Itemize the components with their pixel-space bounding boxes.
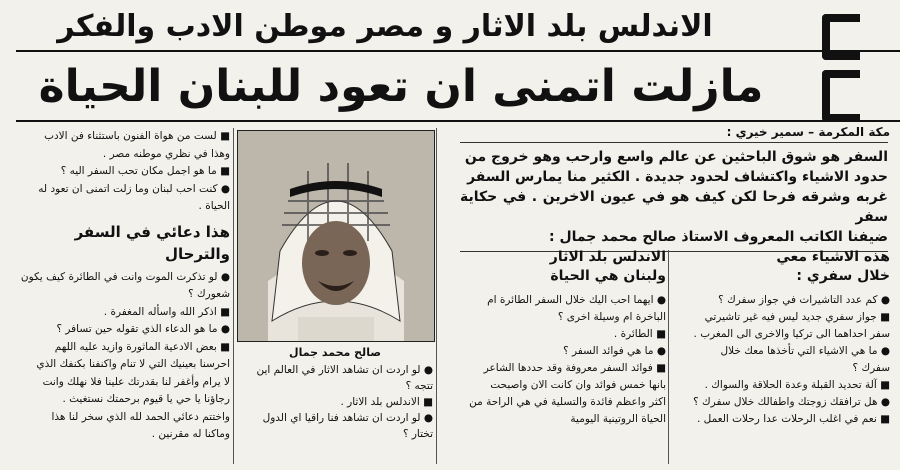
intro-line: غربه وشرقه فرحا لكن كيف هو في عيون الاخرين . في حكاية سفر <box>460 189 888 225</box>
text-line: ● لو اردت ان تشاهد فنا راقيا اي الدول <box>262 412 433 424</box>
divider <box>16 50 900 52</box>
portrait-photo <box>237 130 435 342</box>
text-line: ● ما هي فوائد السفر ؟ <box>563 345 666 357</box>
text-line: ■ آلة تحديد القبلة وعدة الحلاقة والسواك . <box>704 379 890 391</box>
text-line: ● ما هو الدعاء الذي تقوله حين تسافر ؟ <box>56 323 230 335</box>
section-heading <box>440 248 666 286</box>
intro-line: حدود الاشياء واكتشاف لحدود جديدة . الكثير منا يمارس السفر <box>467 169 888 185</box>
headline-line-1: الاندلس بلد الاثار و مصر موطن الادب والفكر <box>57 9 713 44</box>
text-line: ■ ما هو اجمل مكان تحب السفر اليه ؟ <box>60 165 230 177</box>
text-line: سفرك ؟ <box>852 362 890 374</box>
text-line: ■ نعم في اغلب الرحلات عدا رحلات العمل . <box>696 413 890 425</box>
section-heading-line: ولبنان هي الحياة <box>550 268 666 284</box>
text-line: وماكنا له مقرنين . <box>151 428 230 440</box>
text-line: لا يرام وأغفر لنا بقدرتك علينا فلا نهلك وانت <box>42 375 230 388</box>
under-photo-column <box>237 362 433 466</box>
section-heading-line: هذه الاشياء معي <box>776 249 890 265</box>
text-line: بانها خمس فوائد وان كانت الان واصبحت <box>490 379 666 391</box>
text-line: رجاؤنا يا حي يا قيوم برحمتك نستغيث . <box>62 393 230 405</box>
text-line: تتجه ؟ <box>405 380 433 392</box>
column-divider <box>436 128 437 464</box>
bracket-ornament <box>822 70 860 122</box>
column-divider <box>233 128 234 464</box>
text-line: اكثر واعظم فائدة والتسلية في هي الراحة من <box>469 396 666 408</box>
text-line: ■ فوائد السفر معروفة وقد حددها الشاعر <box>483 362 666 374</box>
bracket-ornament <box>822 14 860 60</box>
section-heading <box>678 248 890 286</box>
text-line: احرسنا بعينيك التي لا تنام واكنفنا بكنفك الذي <box>36 358 230 370</box>
photo-caption: صالح محمد جمال <box>289 346 381 359</box>
text-line: سفر احداهما الى تركيا والاخرى الى المغرب . <box>693 328 890 340</box>
text-line: ■ اذكر الله واسأله المغفرة . <box>103 305 230 318</box>
column-divider <box>668 250 669 464</box>
byline: مكة المكرمة – سمير خيري : <box>726 125 890 139</box>
text-line: ● لو تذكرت الموت وانت في الطائرة كيف يكون <box>20 270 230 283</box>
portrait-illustration <box>238 131 434 341</box>
text-line: الباخرة ام وسيلة اخرى ؟ <box>557 311 666 323</box>
text-line: تختار ؟ <box>402 428 433 440</box>
left-column <box>8 128 230 466</box>
text-line: ■ جواز سفري جديد ليس فيه غير تاشيرتي <box>704 311 890 323</box>
text-line: ■ الاندلس بلد الاثار . <box>340 396 433 408</box>
text-line: ● لو اردت ان تشاهد الاثار في العالم اين <box>256 364 433 376</box>
text-line: ● ما هي الاشياء التي تأخذها معك خلال <box>720 345 890 357</box>
text-line: وهذا في نظري موطنه مصر . <box>102 147 230 160</box>
text-line: واختتم دعائي الحمد لله الذي سخر لنا هذا <box>51 410 230 423</box>
text-line: شعورك ؟ <box>188 288 230 300</box>
text-line: ● ايهما احب اليك خلال السفر الطائرة ام <box>487 294 666 306</box>
section-heading-line: هذا دعائي في السفر <box>74 222 230 241</box>
section-heading-line: الاندلس بلد الاثار <box>549 249 666 265</box>
middle-column <box>440 248 666 466</box>
intro-line: السفر هو شوق الباحثين عن عالم واسع وارحب وهو خروج من <box>464 149 888 165</box>
text-line: الحياة . <box>198 200 230 212</box>
divider <box>16 120 900 122</box>
section-heading <box>8 221 230 265</box>
intro-line: ضيفنا الكاتب المعروف الاستاذ صالح محمد جمال : <box>549 229 888 245</box>
headline-line-2: مازلت اتمنى ان تعود للبنان الحياة <box>38 61 764 112</box>
text-line: ■ الطائرة . <box>613 328 666 340</box>
text-line: ■ بعض الادعية الماثورة وازيد عليه اللهم <box>54 340 230 353</box>
section-heading-line: خلال سفري : <box>796 268 890 284</box>
right-column <box>678 248 890 466</box>
section-heading-line: والترحال <box>164 244 230 263</box>
text-line: ● كم عدد التاشيرات في جواز سفرك ؟ <box>718 294 890 306</box>
text-line: ■ لست من هواة الفنون باستثناء فن الادب <box>44 130 230 142</box>
text-line: ● كنت احب لبنان وما زلت اتمنى ان تعود له <box>38 182 230 195</box>
intro-paragraph <box>460 142 888 252</box>
text-line: ● هل ترافقك زوجتك واطفالك خلال سفرك ؟ <box>693 396 890 408</box>
text-line: الحياة الروتينية اليومية <box>570 413 666 425</box>
